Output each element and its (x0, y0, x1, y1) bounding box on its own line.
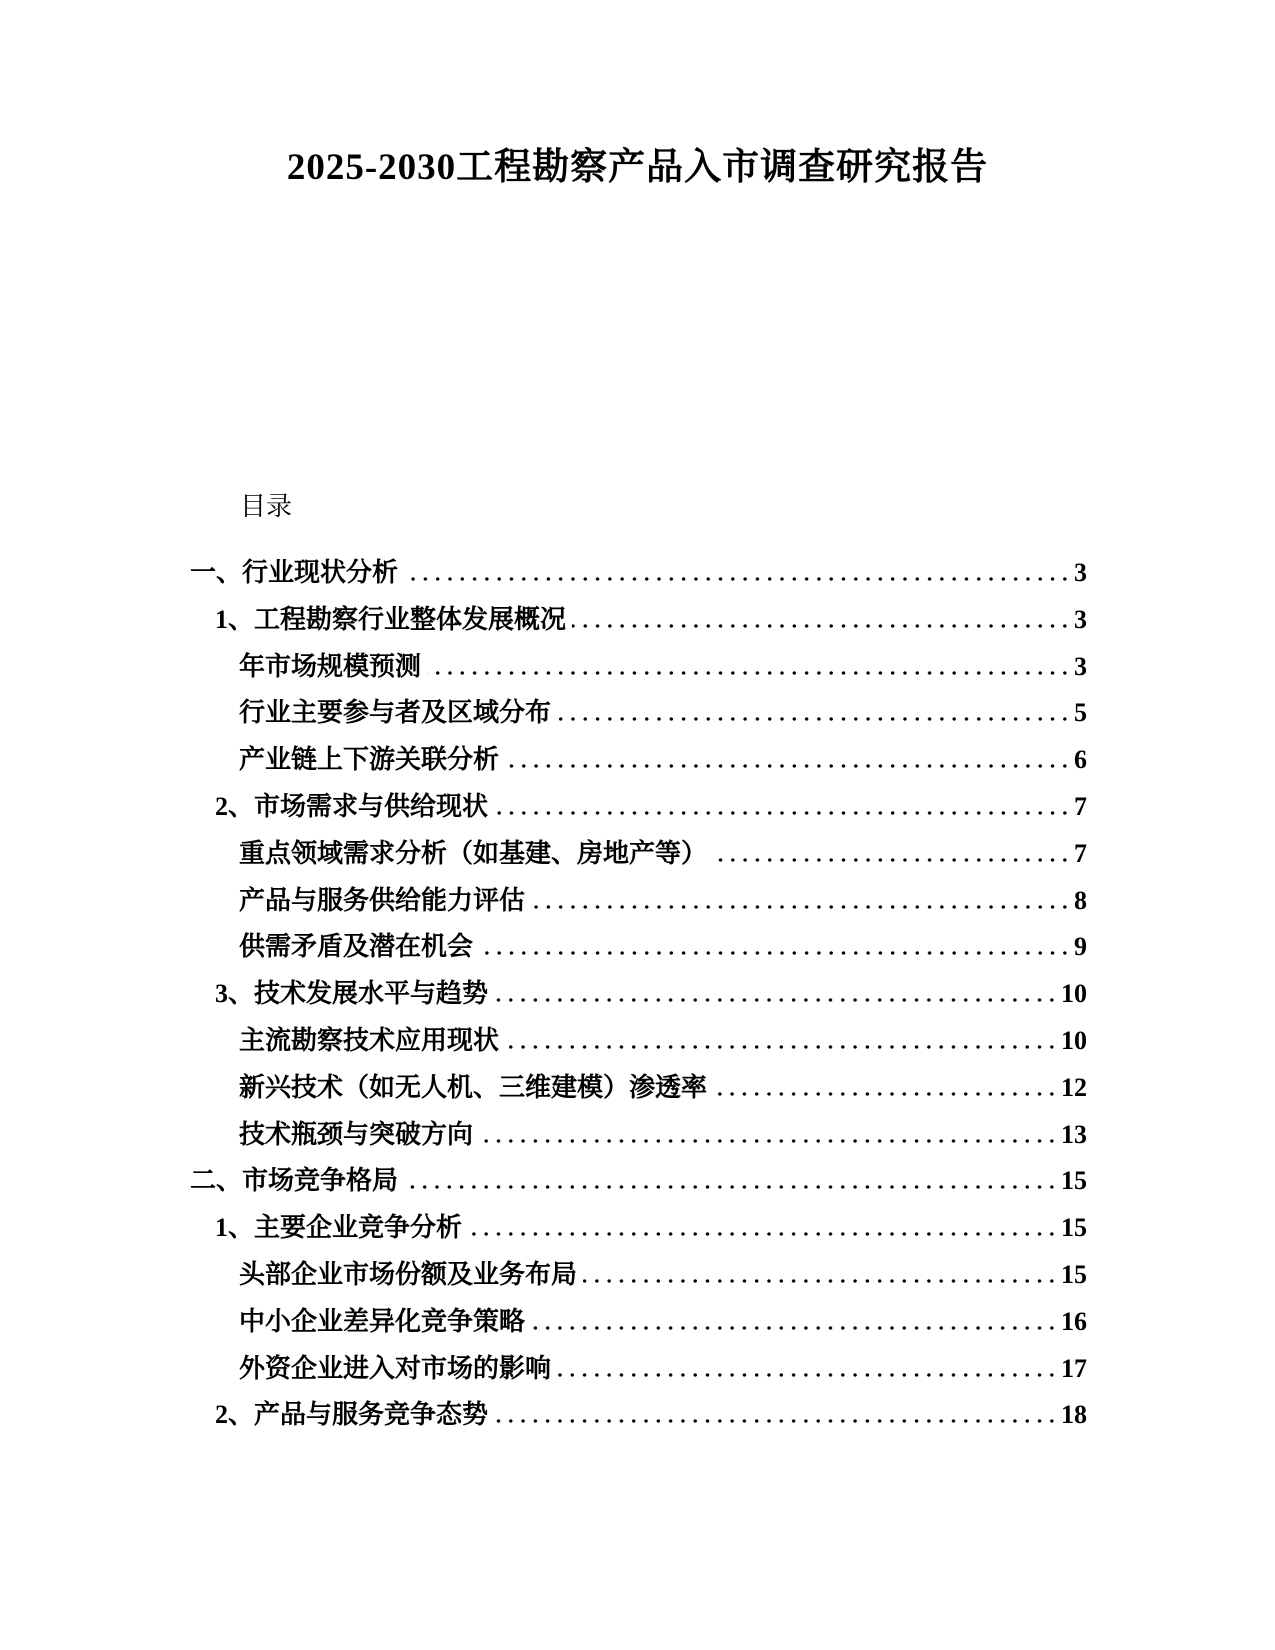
toc-entry-label: 中小企业差异化竞争策略 (239, 1306, 526, 1336)
toc-entry-page: 18 (1061, 1400, 1087, 1430)
toc-entry-page: 10 (1061, 979, 1087, 1009)
toc-entry-page: 7 (1074, 838, 1087, 868)
toc-entry-label: 一、行业现状分析 (190, 558, 399, 587)
toc-entry-page: 3 (1074, 651, 1087, 681)
toc-dot-leader (557, 717, 1071, 721)
toc-entry[interactable] (190, 833, 1087, 880)
toc-entry[interactable] (190, 973, 1087, 1020)
toc-entry[interactable] (190, 739, 1087, 786)
toc-entry-label: 二、市场竞争格局 (190, 1166, 399, 1196)
toc-entry[interactable] (190, 599, 1087, 646)
toc-entry-page: 3 (1074, 604, 1087, 634)
toc-entry-label: 技术瓶颈与突破方向 (239, 1119, 474, 1149)
toc-entry-label: 1、主要企业竞争分析 (215, 1213, 463, 1243)
toc-entry-label: 头部企业市场份额及业务布局 (239, 1259, 578, 1289)
toc-dot-leader (479, 951, 1071, 955)
toc-entry[interactable] (190, 786, 1087, 833)
toc-entry[interactable] (190, 646, 1087, 693)
toc-dot-leader (572, 624, 1071, 628)
toc-entry-label: 外资企业进入对市场的影响 (239, 1353, 552, 1383)
toc-dot-leader (505, 764, 1071, 768)
toc-entry-page: 15 (1061, 1166, 1087, 1196)
toc-entry[interactable] (190, 926, 1087, 973)
toc-dot-leader (494, 998, 1058, 1002)
toc-entry[interactable] (190, 1114, 1087, 1161)
toc-dot-leader (713, 858, 1071, 862)
toc-entry[interactable] (190, 552, 1087, 599)
toc-entry-page: 12 (1061, 1072, 1087, 1102)
toc-dot-leader (531, 1326, 1058, 1330)
toc-entry-label: 3、技术发展水平与趋势 (215, 979, 489, 1009)
report-title: 2025-2030工程勘察产品入市调查研究报告 (286, 147, 989, 188)
toc-dot-leader (713, 1092, 1058, 1096)
toc-dot-leader (494, 1419, 1058, 1423)
toc-list (190, 552, 1087, 1441)
toc-entry-label: 供需矛盾及潜在机会 (239, 932, 474, 962)
toc-dot-leader (494, 811, 1071, 815)
toc-entry-page: 15 (1061, 1259, 1087, 1289)
toc-entry[interactable] (190, 1067, 1087, 1114)
toc-dot-leader (479, 1139, 1058, 1143)
toc-entry-page: 17 (1061, 1353, 1087, 1383)
toc-entry[interactable] (190, 1348, 1087, 1395)
toc-entry-label: 重点领域需求分析（如基建、房地产等） (239, 838, 708, 868)
toc-dot-leader (583, 1279, 1058, 1283)
toc-entry-label: 新兴技术（如无人机、三维建模）渗透率 (239, 1072, 708, 1102)
toc-dot-leader (557, 1373, 1058, 1377)
toc-entry[interactable] (190, 1020, 1087, 1067)
toc-entry-page: 8 (1074, 885, 1087, 915)
toc-entry-label: 年市场规模预测 (239, 651, 422, 681)
toc-entry-label: 2、市场需求与供给现状 (215, 791, 489, 821)
toc-entry-page: 15 (1061, 1213, 1087, 1243)
toc-entry-page: 16 (1061, 1306, 1087, 1336)
toc-entry-label: 行业主要参与者及区域分布 (239, 698, 552, 728)
toc-heading: 目录 (240, 492, 293, 521)
toc-entry[interactable] (190, 1160, 1087, 1207)
toc-dot-leader (427, 671, 1071, 675)
toc-dot-leader (468, 1232, 1058, 1236)
toc-entry[interactable] (190, 1254, 1087, 1301)
toc-entry-page: 9 (1074, 932, 1087, 962)
toc-entry-label: 1、工程勘察行业整体发展概况 (215, 604, 567, 634)
toc-entry-page: 5 (1074, 698, 1087, 728)
toc-entry[interactable] (190, 1394, 1087, 1441)
toc-entry-page: 3 (1074, 558, 1087, 587)
toc-entry-page: 10 (1061, 1025, 1087, 1055)
toc-entry-label: 产业链上下游关联分析 (239, 745, 500, 775)
toc-entry-page: 7 (1074, 791, 1087, 821)
toc-entry[interactable] (190, 1301, 1087, 1348)
toc-entry[interactable] (190, 1207, 1087, 1254)
toc-dot-leader (404, 1185, 1058, 1189)
toc-entry-page: 13 (1061, 1119, 1087, 1149)
toc-dot-leader (531, 905, 1071, 909)
toc-entry-label: 主流勘察技术应用现状 (239, 1025, 500, 1055)
toc-entry-label: 产品与服务供给能力评估 (239, 885, 526, 915)
toc-entry[interactable] (190, 880, 1087, 927)
toc-dot-leader (404, 577, 1071, 581)
toc-dot-leader (505, 1045, 1058, 1049)
toc-entry-label: 2、产品与服务竞争态势 (215, 1400, 489, 1430)
toc-entry[interactable] (190, 692, 1087, 739)
toc-entry-page: 6 (1074, 745, 1087, 775)
